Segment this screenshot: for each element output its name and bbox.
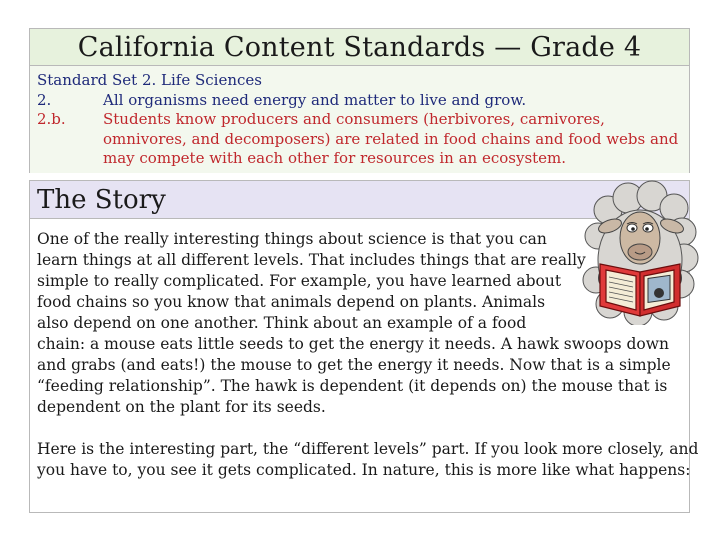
standards-panel xyxy=(29,28,690,173)
standard-item xyxy=(37,110,689,169)
story-line: Here is the interesting part, the “different levels” part. If you look more closely, and xyxy=(37,440,699,458)
standard-item xyxy=(37,91,689,111)
standard-text: Students know producers and consumers (herbivores, carnivores, omnivores, and decomposers) are related in food chains and food webs and may compete with each other for resources in an ecosystem. xyxy=(103,110,679,167)
standard-number: 2.b. xyxy=(37,110,66,128)
standards-body xyxy=(30,66,689,173)
story-line: you have to, you see it gets complicated. In nature, this is more like what happens: xyxy=(37,461,691,479)
story-line: One of the really interesting things about science is that you can xyxy=(37,230,547,248)
sheep-reading-book-icon xyxy=(580,180,700,325)
story-line: and grabs (and eats!) the mouse to get the energy it needs. Now that is a simple xyxy=(37,356,671,374)
story-line: dependent on the plant for its seeds. xyxy=(37,398,326,416)
story-paragraph-2 xyxy=(37,439,699,481)
story-title: The Story xyxy=(30,181,689,219)
story-line: “feeding relationship”. The hawk is dependent (it depends on) the mouse that is xyxy=(37,377,668,395)
story-line: food chains so you know that animals depend on plants. Animals xyxy=(37,293,546,311)
story-line: simple to really complicated. For example, you have learned about xyxy=(37,272,562,290)
story-line: learn things at all different levels. That includes things that are really xyxy=(37,251,586,269)
standard-text: All organisms need energy and matter to live and grow. xyxy=(103,90,527,109)
story-line: chain: a mouse eats little seeds to get the energy it needs. A hawk swoops down xyxy=(37,335,669,353)
standard-set-label: Standard Set 2. Life Sciences xyxy=(37,71,262,89)
story-line: also depend on one another. Think about an example of a food xyxy=(37,314,527,332)
standards-title: California Content Standards — Grade 4 xyxy=(30,29,689,66)
standard-number: 2. xyxy=(37,90,52,109)
